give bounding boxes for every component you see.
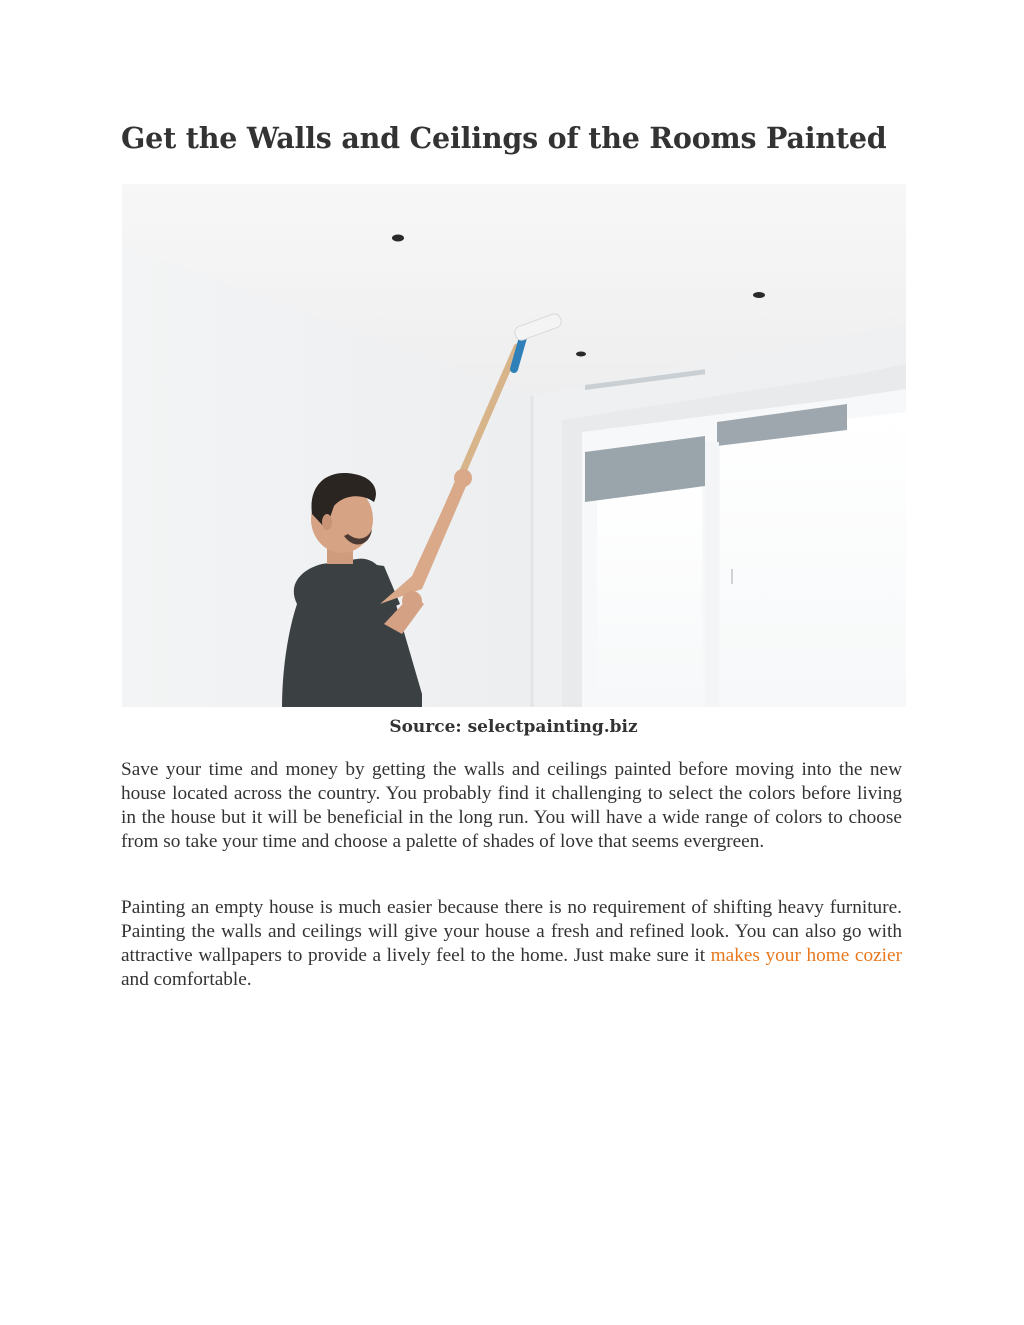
man-painting-ceiling-illustration xyxy=(122,184,906,707)
article-photo xyxy=(122,184,906,707)
article xyxy=(121,118,906,990)
paragraph-2 xyxy=(121,896,902,992)
paragraph-2-text-end: and comfortable. xyxy=(121,969,252,990)
paragraph-1: Save your time and money by getting the walls and ceilings painted before moving into the new house located across the country. You probably find it challenging to select the colors before living in the house but it will be beneficial in the long run. You will have a wide range of colors to choose from so take your time and choose a palette of shades of love that seems evergreen. xyxy=(121,759,902,852)
image-caption: Source: selectpainting.biz xyxy=(389,717,638,737)
article-title: Get the Walls and Ceilings of the Rooms Painted xyxy=(121,121,887,155)
makes-your-home-cozier-link[interactable]: makes your home cozier xyxy=(710,945,902,966)
paragraph-2-text-start: Painting an empty house is much easier because there is no requirement of shifting heavy furniture. Painting the walls and ceilings will give your house a fresh and refined look. You can also go with attractive wallpapers to provide a lively feel to the home. Just make sure it xyxy=(121,897,902,966)
